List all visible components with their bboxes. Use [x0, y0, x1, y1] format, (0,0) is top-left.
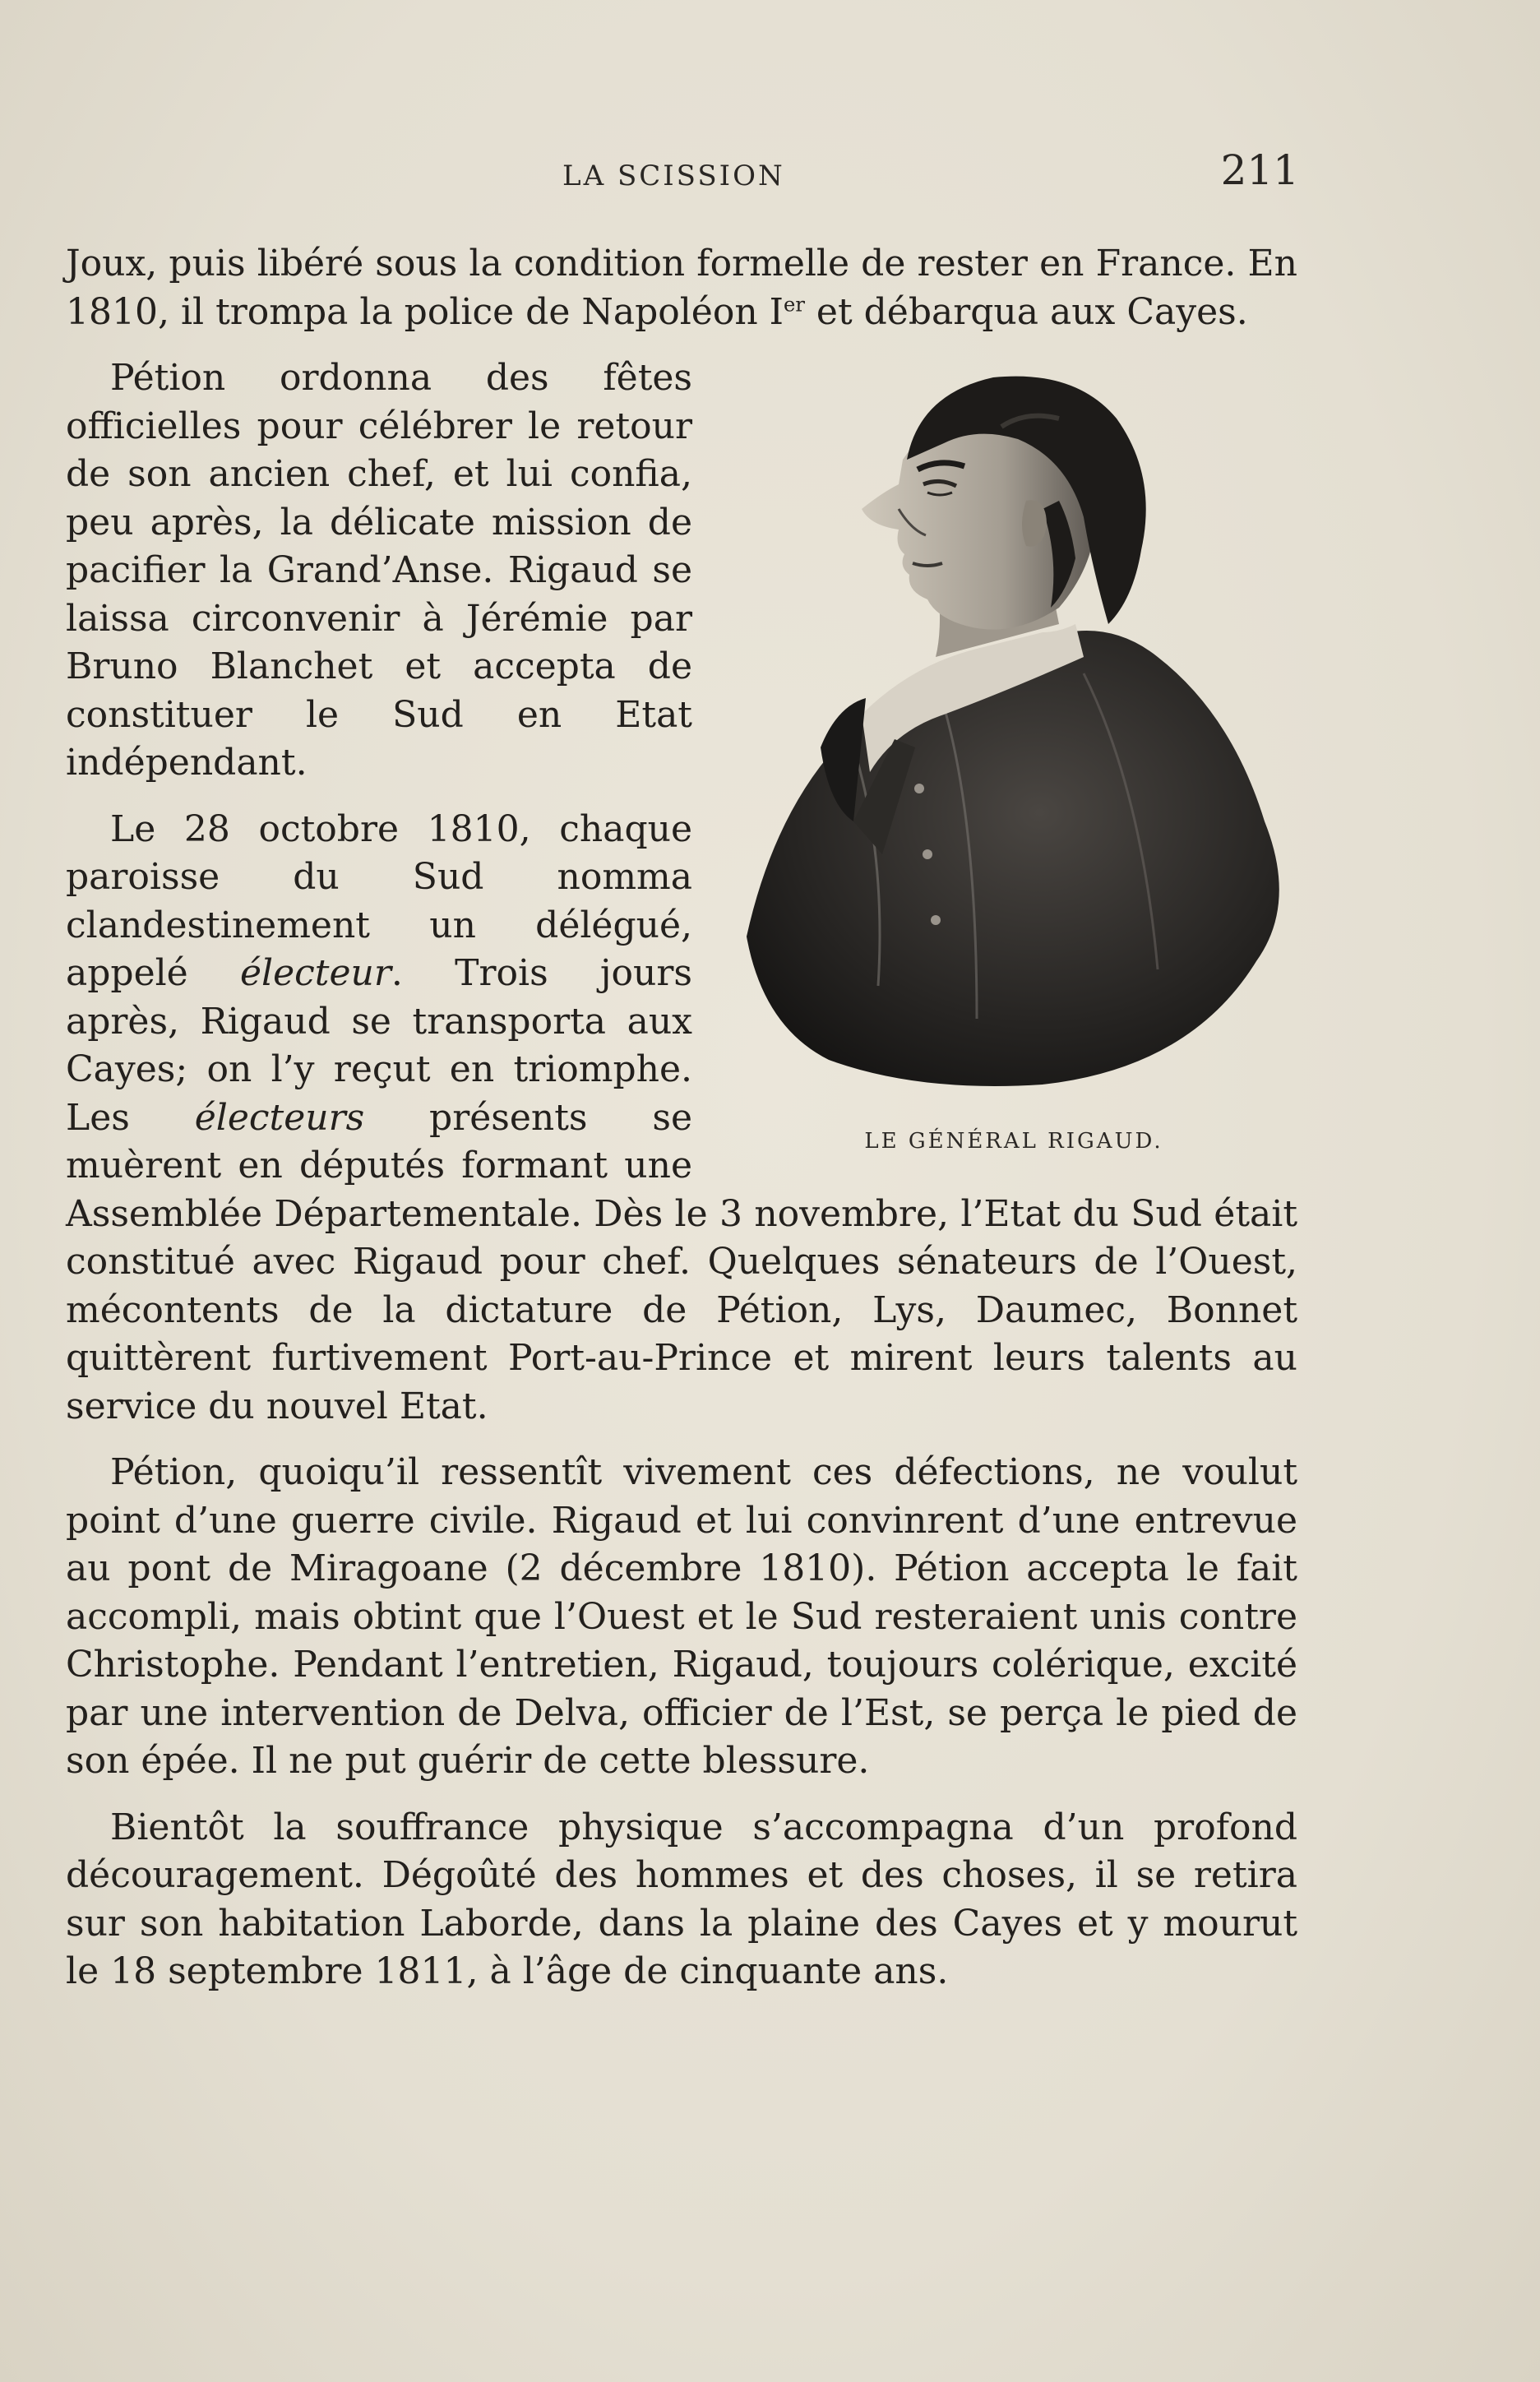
paragraph-5: Bientôt la souffrance physique s’accompagna d’un profond découragement. Dégoûté des hommes et des choses, il se retira sur son habitation Laborde, dans la plaine des Cayes et y mourut le 18 septembre 1811, à l’âge de cinquante ans. [66, 1806, 1297, 1992]
paragraph-1 [66, 240, 1297, 336]
paragraph-1-text: Joux, puis libéré sous la condition formelle de rester en France. En 1810, il trompa la police de Napoléon I [66, 243, 1297, 333]
paragraph-2: Pétion ordonna des fêtes officielles pour célébrer le retour de son ancien chef, et lui confia, peu après, la délicate mission de pacifier la Grand’Anse. Rigaud se laissa circonvenir à Jérémie par Bruno Blanchet et accepta de constituer le Sud en Etat indépendant. [66, 357, 692, 784]
paragraph-3-text-a: Le 28 octobre 1810, chaque paroisse du Sud nomma clandestinement un délégué, appelé [66, 807, 692, 994]
running-head: LA SCISSION [562, 160, 785, 192]
paragraph-4: Pétion, quoiqu’il ressentît vivement ces défections, ne voulut point d’une guerre civile. Rigaud et lui convinrent d’une entrevue au pont de Miragoane (2 décembre 1810). Pétion accepta le fait accompli, mais obtint que l’Ouest et le Sud resteraient unis contre Christophe. Pendant l’entretien, Rigaud, toujours colérique, excité par une intervention de Delva, officier de l’Est, se perça le pied de son épée. Il ne put guérir de cette blessure. [66, 1451, 1297, 1782]
paragraph-3-text-b: . Trois jours après, Rigaud se transporta aux Cayes; on l’y reçut en triomphe. Les [66, 952, 692, 1139]
superscript-er: er [784, 292, 805, 316]
paragraph-3-text-c: présents se muèrent en députés formant une Assemblée Départementale. Dès le 3 novembre, l’Etat du Sud était constitué avec Rigaud pour chef. Quelques sénateurs de l’Ouest, mécontents de la dictature de Pétion, Lys, Daumec, Bonnet quittèrent furtivement Port-au-Prince et mirent leurs talents au service du nouvel Etat. [66, 1096, 1297, 1427]
page-number: 211 [1220, 146, 1299, 194]
electeur-emphasis: électeur [239, 952, 391, 994]
page-header [69, 146, 1299, 199]
paragraph-1-end: et débarqua aux Cayes. [804, 290, 1248, 333]
electeurs-emphasis: électeurs [194, 1096, 365, 1139]
portrait-of-general-rigaud [730, 361, 1297, 1126]
figure-caption: LE GÉNÉRAL RIGAUD. [864, 1129, 1163, 1154]
body-text [66, 240, 1297, 2014]
portrait-figure [730, 361, 1297, 1155]
